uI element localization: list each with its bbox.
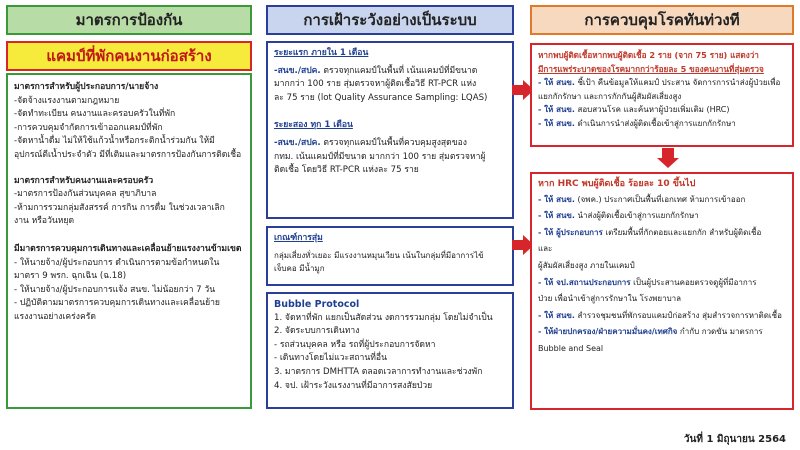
control2-item: [538, 324, 786, 341]
control2-text: สำรวจชุมชนที่พักรอบแคมป์ก่อสร้าง สุ่มสำรวจการหาติดเชื้อ: [574, 310, 782, 320]
control1-text: ดำเนินการนำส่งผู้ติดเชื้อเข้าสู่การแยกกักรักษา: [574, 118, 736, 128]
control2-lead: - ให้ จป.สถานประกอบการ: [538, 277, 631, 287]
phase1-line: ละ 75 ราย (lot Quality Assurance Sampling: LQAS): [274, 92, 488, 103]
phase2-text: [274, 137, 506, 151]
worker-item: งาน หรือวันหยุด: [14, 216, 75, 227]
bubble-item: 4. จป. เฝ้าระวังแรงงานที่มีอาการสงสัยป่วย: [274, 380, 433, 391]
phase2-title: ระยะสอง ทุก 1 เดือน: [274, 120, 353, 131]
sampling-criteria-box: [266, 226, 514, 286]
control2-item: [538, 225, 786, 242]
control1-title: หากพบผู้ติดเชื้อหากพบผู้ติดเชื้อ 2 ราย (จาก 75 ราย) แสดงว่า: [538, 50, 759, 60]
footer-date: วันที่ 1 มิถุนายน 2564: [683, 434, 786, 445]
control2-lead: - ให้ สนข.: [538, 310, 575, 320]
control-box-two-cases: [530, 43, 794, 147]
control2-text: เตรียมพื้นที่กักตอยและแยกกัก สำหรับผู้ติดเชื้อ: [602, 227, 762, 237]
down-arrow-icon: [657, 148, 679, 168]
travel-item: - ปฏิบัติตามมาตรการควบคุมการเดินทางและเคลื่อนย้าย: [14, 298, 220, 309]
control1-text: ชี้เป้า คืนข้อมูลให้แคมป์ ประสาน จัดการการนำส่งผู้ป่วยเพื่อ: [574, 78, 781, 88]
employer-item: -จัดจ้างแรงงานตามกฎหมาย: [14, 95, 120, 106]
phase2-line: ติดเชื้อ โดยวิธี RT-PCR แห่งละ 75 ราย: [274, 165, 419, 176]
worker-item: -ห้ามการรวมกลุ่มสังสรรค์ การกิน การดื่ม ในช่วงเวลาเลิก: [14, 202, 225, 213]
phase1-line: ตรวจทุกแคมป์ในพื้นที่ เน้นแคมป์ที่มีขนาด: [320, 65, 478, 76]
control2-lead: - ให้ ผู้ประกอบการ: [538, 227, 603, 237]
bubble-item: - เดินทางโดยไม่แวะสถานที่อื่น: [274, 353, 387, 364]
bubble-protocol-box: [266, 292, 514, 409]
surveillance-header: การเฝ้าระวังอย่างเป็นระบบ: [266, 5, 514, 35]
worker-item: -มาตรการป้องกันส่วนบุคคล สุขาภิบาล: [14, 189, 157, 200]
criteria-line: เจ็บคอ มีน้ำมูก: [274, 264, 325, 274]
travel-item: แรงงานอย่างเคร่งครัด: [14, 311, 96, 322]
control2-item: [538, 341, 786, 358]
control2-item: [538, 308, 786, 325]
phase1-line: มากกว่า 100 ราย สุ่มตรวจหาผู้ติดเชื้อวิธี RT-PCR แห่ง: [274, 79, 477, 90]
control2-title: หาก HRC พบผู้ติดเชื้อ ร้อยละ 10 ขึ้นไป: [538, 179, 696, 189]
bubble-item: - รถส่วนบุคคล หรือ รถที่ผู้ประกอบการจัดหา: [274, 339, 436, 350]
control2-lead: - ให้ฝ่ายปกครอง/ฝ่ายความมั่นคง/เทศกิจ: [538, 327, 678, 337]
control1-lead: - ให้ สนข.: [538, 105, 575, 115]
control1-text: สอบสวนโรค และค้นหาผู้ป่วยเพิ่มเติม (HRC): [574, 105, 730, 115]
control1-item: [538, 76, 786, 90]
phase1-title: ระยะแรก ภายใน 1 เดือน: [274, 48, 369, 58]
control2-lead: - ให้ สนข.: [538, 194, 575, 204]
control-header: การควบคุมโรคทันท่วงที: [530, 5, 794, 35]
phase1-text: [274, 65, 506, 79]
worker-measures-title: มาตรการสำหรับคนงานและครอบครัว: [14, 175, 154, 186]
prevention-header: มาตรการป้องกัน: [6, 5, 252, 35]
control-box-hrc: [530, 172, 794, 410]
employer-measures-title: มาตรการสำหรับผู้ประกอบการ/นายจ้าง: [14, 82, 159, 92]
travel-item: มาตรา 9 พรก. ฉุกเฉิน (ฉ.18): [14, 271, 127, 282]
travel-item: - ให้นายจ้าง/ผู้ประกอบการแจ้ง สนข. ไม่น้อยกว่า 7 วัน: [14, 284, 216, 295]
prevention-box: [6, 73, 252, 409]
employer-item: อุปกรณ์ตีเน้ำประจำตัว มีที่เติมและมาตรการป้องกันการติดเชื้อ: [14, 149, 242, 160]
phase2-lead: -สนข./สปค.: [274, 137, 321, 148]
control1-text: แยกกักรักษา และการกักกันผู้สัมผัสเสี่ยงสูง: [538, 91, 682, 101]
control1-item: [538, 117, 786, 131]
control2-item: [538, 291, 786, 308]
control2-item: [538, 241, 786, 258]
criteria-line: กลุ่มเสี่ยงทั่วเยอะ มีแรงงานหมุนเวียน เน้นในกลุ่มที่มีอาการไข้: [274, 250, 484, 260]
bubble-item: 3. มาตรการ DMHTTA ตลอดเวลาการทำงานและช่วงพัก: [274, 366, 483, 377]
bubble-item: 2. จัดระบบการเดินทาง: [274, 326, 360, 337]
surveillance-phases-box: [266, 41, 514, 219]
phase1-lead: -สนข./สปค.: [274, 65, 321, 76]
control2-text: ผู้สัมผัสเสี่ยงสูง ภายในแคมป์: [538, 260, 635, 270]
control2-text: กำกับ กวดขัน มาตรการ: [677, 327, 763, 337]
employer-item: -การควบคุมจำกัดการเข้าออกแคมป์ที่พัก: [14, 122, 163, 133]
control2-lead: - ให้ สนข.: [538, 211, 575, 221]
control1-item: [538, 103, 786, 117]
control2-text: และ: [538, 244, 553, 254]
bubble-protocol-title: Bubble Protocol: [274, 299, 360, 310]
employer-item: -จัดหาน้ำดื่ม ไม่ให้ใช้แก้วน้ำหรือกระติกน้ำร่วมกัน ให้มี: [14, 136, 215, 147]
control1-title: มีการแพร่ระบาดของโรคมากกว่าร้อยละ 5 ของคนงานที่สุ่มตรวจ: [538, 63, 764, 74]
employer-item: -จัดทำทะเบียน คนงานและครอบครัวในที่พัก: [14, 109, 176, 120]
control1-item: [538, 90, 786, 104]
control2-text: นำส่งผู้ติดเชื้อเข้าสู่การแยกกักรักษา: [574, 211, 699, 221]
control2-text: (จพค.) ประกาศเป็นพื้นที่เอกเทศ ห้ามการเข้าออก: [574, 194, 746, 204]
construction-camp-subheader: แคมป์ที่พักคนงานก่อสร้าง: [6, 41, 252, 71]
travel-item: - ให้นายจ้าง/ผู้ประกอบการ ดำเนินการตามข้อกำหนดใน: [14, 257, 220, 268]
control2-item: [538, 275, 786, 292]
control2-item: [538, 208, 786, 225]
criteria-title: เกณฑ์การสุ่ม: [274, 233, 323, 243]
control2-text: เป็นผู้ประสานคอยตรวจดูผู้ที่มีอาการ: [630, 277, 757, 287]
control1-lead: - ให้ สนข.: [538, 78, 575, 88]
control1-lead: - ให้ สนข.: [538, 118, 575, 128]
phase2-line: กทม. เน้นแคมป์ที่มีขนาด มากกว่า 100 ราย สุ่มตรวจหาผู้: [274, 151, 486, 162]
travel-measures-title: มีมาตรการควบคุมการเดินทางและเคลื่อนย้ายแรงงานข้ามเขต: [14, 243, 242, 254]
bubble-item: 1. จัดหาที่พัก แยกเป็นสัดส่วน งดการรวมกลุ่ม โดยไม่จำเป็น: [274, 312, 493, 323]
control2-item: [538, 192, 786, 209]
control2-text: Bubble and Seal: [538, 343, 604, 353]
control2-item: [538, 258, 786, 275]
control2-text: ป่วย เพื่อนำเข้าสู่การรักษาใน โรงพยาบาล: [538, 294, 682, 304]
phase2-line: ตรวจทุกแคมป์ในพื้นที่ควบคุมสูงสุดของ: [320, 137, 467, 148]
